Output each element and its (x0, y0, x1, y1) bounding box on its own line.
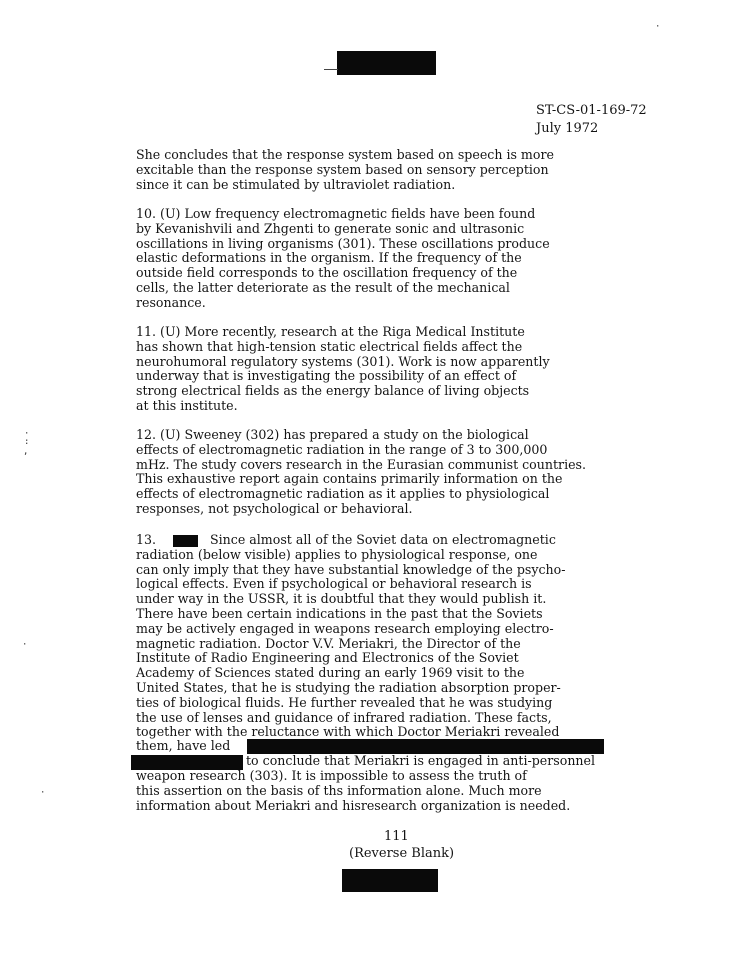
document-reference (536, 102, 647, 138)
paragraph-12: 12. (U) Sweeney (302) has prepared a study on the biological effects of electromagnetic radiation in the range of 3 to 300,000 mHz. The study covers research in the Eurasian communist countries. This exhaustive report again contains primarily information on the effects of electromagnetic radiation as it applies to physiological responses, not psychological or behavioral. (136, 427, 587, 516)
top-redaction-rule (324, 69, 338, 70)
scan-mark: · (655, 22, 661, 32)
page-number: 111 (384, 829, 409, 844)
paragraph-13-body: Since almost all of the Soviet data on electromagnetic radiation (below visible) applies to physiological response, one can only imply that they have substantial knowledge of the psycho- logical effects. Even if psychological or behavioral research is under way in the USSR, it is doubtful that they would publish it. There have been certain indications in the past that the Soviets may be actively engaged in weapons research employing electro- magnetic radiation. Doctor V.V. Meriakri, the Director of the Institute of Radio Engineering and Electronics of the Soviet Academy of Sciences stated during an early 1969 visit to the United States, that he is studying the radiation absorption proper- ties of biological fluids. He further revealed that he was studying the use of lenses and guidance of infrared radiation. These facts, together with the reluctance with which Doctor Meriakri revealed (136, 532, 566, 740)
scan-mark: , (23, 447, 29, 457)
paragraph-13-led: them, have led (136, 738, 231, 753)
paragraph-13-conclude: to conclude that Meriakri is engaged in anti-personnel (246, 753, 596, 768)
agency-redaction-1 (247, 739, 604, 754)
scan-mark: · (22, 640, 28, 650)
bottom-redaction-bar (342, 869, 438, 892)
paragraph-intro: She concludes that the response system based on speech is more excitable than the response system based on sensory perception since it can be stimulated by ultraviolet radiation. (136, 147, 554, 192)
scan-mark: : (24, 437, 30, 447)
scan-mark: · (40, 788, 46, 798)
paragraph-13-number: 13. (136, 532, 157, 547)
paragraph-11: 11. (U) More recently, research at the Riga Medical Institute has shown that high-tension static electrical fields affect the neurohumoral regulatory systems (301). Work is now apparently underway that is investigating the possibility of an effect of strong electrical fields as the energy balance of living objects at this institute. (136, 324, 550, 413)
paragraph-13-tail: weapon research (303). It is impossible to assess the truth of this assertion on the basis of ths information alone. Much more information about Meriakri and hisresearch organization is needed. (136, 768, 571, 813)
paragraph-10: 10. (U) Low frequency electromagnetic fields have been found by Kevanishvili and Zhgenti to generate sonic and ultrasonic oscillations in living organisms (301). These oscillations produce elastic deformations in the organism. If the frequency of the outside field corresponds to the oscillation frequency of the cells, the latter deteriorate as the result of the mechanical resonance. (136, 206, 550, 310)
doc-number: ST-CS-01-169-72 (536, 103, 647, 118)
reverse-blank-note: (Reverse Blank) (349, 846, 455, 861)
top-redaction-bar (337, 51, 436, 75)
doc-date: July 1972 (536, 121, 599, 136)
scan-mark: · (24, 429, 30, 439)
